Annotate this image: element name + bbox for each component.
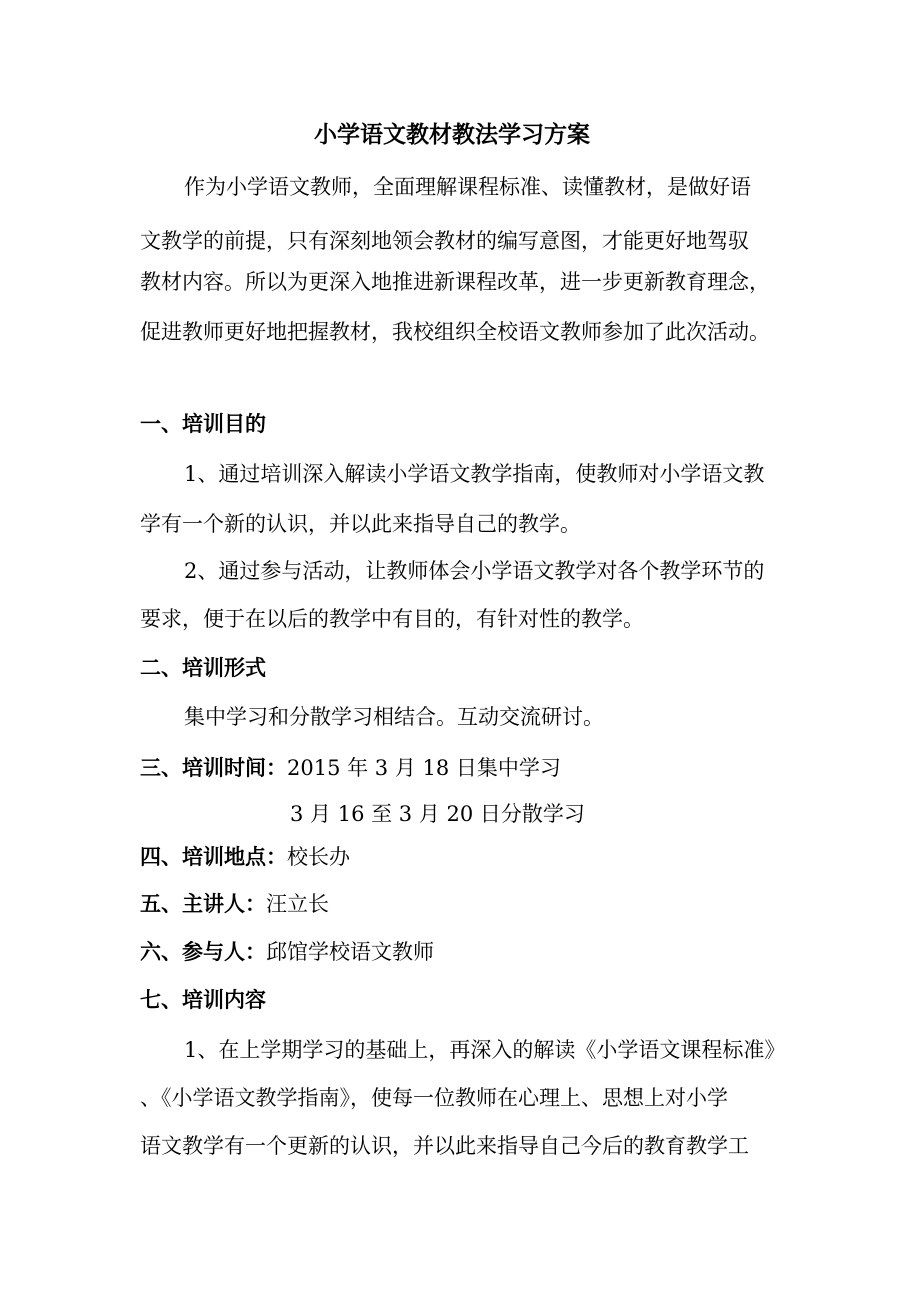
section-3-value-2: 3 月 16 至 3 月 20 日分散学习 [290,802,585,826]
section-6-value: 邱馆学校语文教师 [266,940,434,964]
section-7-item-1-line-2: 、《小学语文教学指南》，使每一位教师在心理上、思想上对小学 [140,1086,728,1110]
section-1-item-2-line-2: 要求，便于在以后的教学中有目的，有针对性的教学。 [140,607,644,631]
section-5-line [140,890,329,918]
section-7-item-1-line-1: 1、在上学期学习的基础上，再深入的解读《小学语文课程标准》 [184,1038,786,1062]
section-2-text: 集中学习和分散学习相结合。互动交流研讨。 [184,705,604,729]
section-4-line [140,843,350,871]
intro-line-1: 作为小学语文教师，全面理解课程标准、读懂教材，是做好语 [184,175,751,199]
section-6-line [140,938,434,966]
section-3-line-1 [140,754,561,782]
section-4-value: 校长办 [287,845,350,869]
section-3-label: 三、培训时间： [140,755,287,780]
section-5-label: 五、主讲人： [140,891,266,916]
section-1-heading: 一、培训目的 [140,411,266,436]
section-1-item-2-line-1: 2、通过参与活动，让教师体会小学语文教学对各个教学环节的 [184,559,765,583]
section-4-label: 四、培训地点： [140,844,287,869]
section-7-item-1-line-3: 语文教学有一个更新的认识，并以此来指导自己今后的教育教学工 [140,1134,749,1158]
section-2-heading: 二、培训形式 [140,655,266,680]
section-6-label: 六、参与人： [140,939,266,964]
section-1-item-1-line-2: 学有一个新的认识，并以此来指导自己的教学。 [140,512,581,536]
intro-line-2: 文教学的前提，只有深刻地领会教材的编写意图，才能更好地驾驭 [140,229,749,253]
section-5-value: 汪立长 [266,892,329,916]
section-7-heading: 七、培训内容 [140,987,266,1012]
intro-line-4: 促进教师更好地把握教材，我校组织全校语文教师参加了此次活动。 [140,320,770,344]
document-title: 小学语文教材教法学习方案 [314,121,590,148]
intro-line-3: 教材内容。所以为更深入地推进新课程改革，进一步更新教育理念， [140,270,770,294]
section-3-value-1: 2015 年 3 月 18 日集中学习 [287,756,561,780]
section-1-item-1-line-1: 1、通过培训深入解读小学语文教学指南，使教师对小学语文教 [184,462,765,486]
